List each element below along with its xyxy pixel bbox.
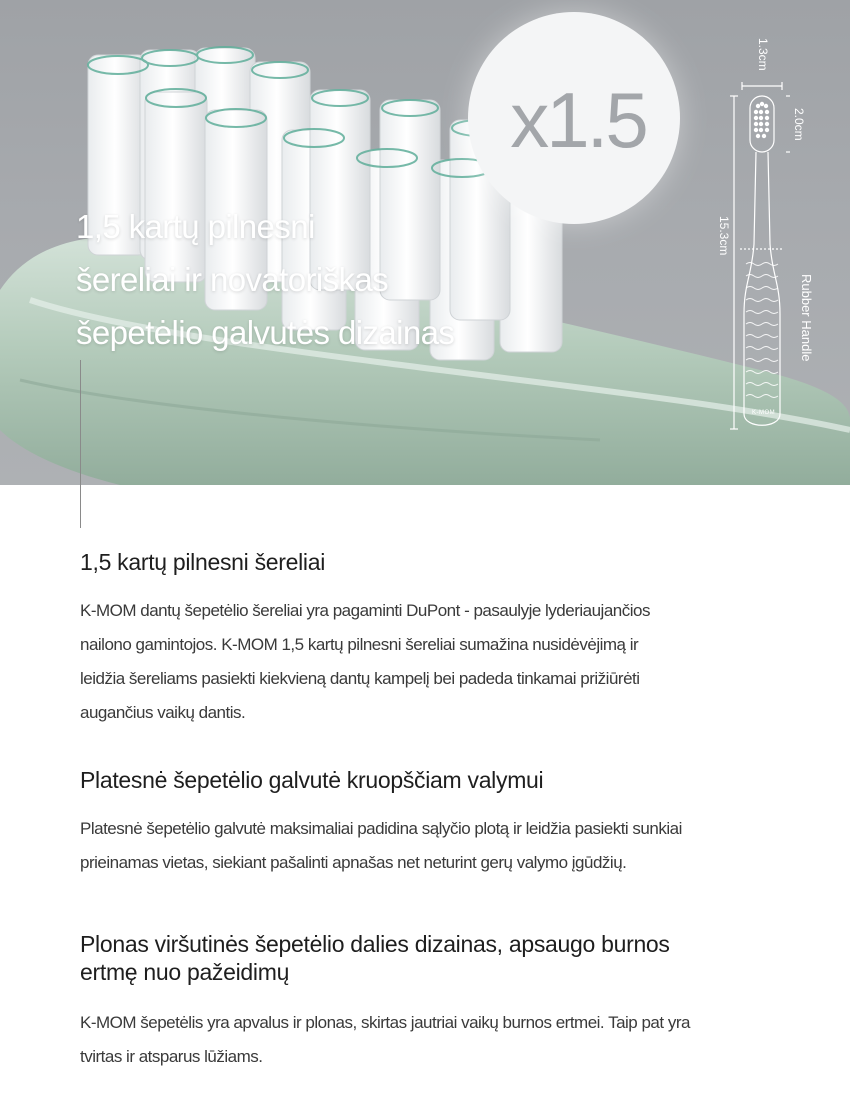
badge-label: x1.5 xyxy=(510,75,646,164)
pointer-line xyxy=(80,360,81,528)
section-3-line-2: tvirtas ir atsparus lūžiams. xyxy=(80,1047,263,1066)
brand-mark: K-MOM xyxy=(752,410,776,416)
toothbrush-dimension-diagram xyxy=(717,34,840,464)
headline-line-1: 1,5 kartų pilnesni xyxy=(76,208,315,245)
headline-line-3: šepetėlio galvutės dizainas xyxy=(76,314,455,351)
dimension-head-length: 2.0cm xyxy=(792,108,806,141)
section-3-title-line-2: ertmę nuo pažeidimų xyxy=(80,959,290,985)
multiplier-badge xyxy=(468,12,680,224)
dimension-total-length: 15.3cm xyxy=(717,216,731,256)
section-1-line-4: augančius vaikų dantis. xyxy=(80,703,246,722)
section-3-line-1: K-MOM šepetėlis yra apvalus ir plonas, skirtas jautriai vaikų burnos ertmei. Taip pat yra xyxy=(80,1013,690,1032)
section-2-title: Platesnė šepetėlio galvutė kruopščiam valymui xyxy=(80,767,544,793)
section-2-body xyxy=(80,812,810,880)
handle-label: Rubber Handle xyxy=(799,274,814,362)
section-1-line-3: leidžia šereliams pasiekti kiekvieną dantų kampelį bei padeda tinkamai prižiūrėti xyxy=(80,669,640,688)
section-3-title xyxy=(80,930,800,986)
hero-headline xyxy=(76,200,516,359)
dimension-head-width: 1.3cm xyxy=(756,38,770,71)
section-1-line-1: K-MOM dantų šepetėlio šereliai yra pagaminti DuPont - pasaulyje lyderiaujančios xyxy=(80,601,650,620)
hero-banner xyxy=(0,0,850,485)
section-2-line-2: prieinamas vietas, siekiant pašalinti apnašas net neturint gerų valymo įgūdžių. xyxy=(80,853,627,872)
section-1-body xyxy=(80,594,810,730)
section-3-body xyxy=(80,1006,810,1074)
section-3-title-line-1: Plonas viršutinės šepetėlio dalies dizainas, apsaugo burnos xyxy=(80,931,670,957)
toothbrush-outline-icon xyxy=(730,34,840,464)
section-1-title: 1,5 kartų pilnesni šereliai xyxy=(80,549,326,575)
headline-line-2: šereliai ir novatoriškas xyxy=(76,261,389,298)
section-1-line-2: nailono gamintojos. K-MOM 1,5 kartų pilnesni šereliai sumažina nusidėvėjimą ir xyxy=(80,635,639,654)
section-2-line-1: Platesnė šepetėlio galvutė maksimaliai padidina sąlyčio plotą ir leidžia pasiekti sunkiai xyxy=(80,819,682,838)
